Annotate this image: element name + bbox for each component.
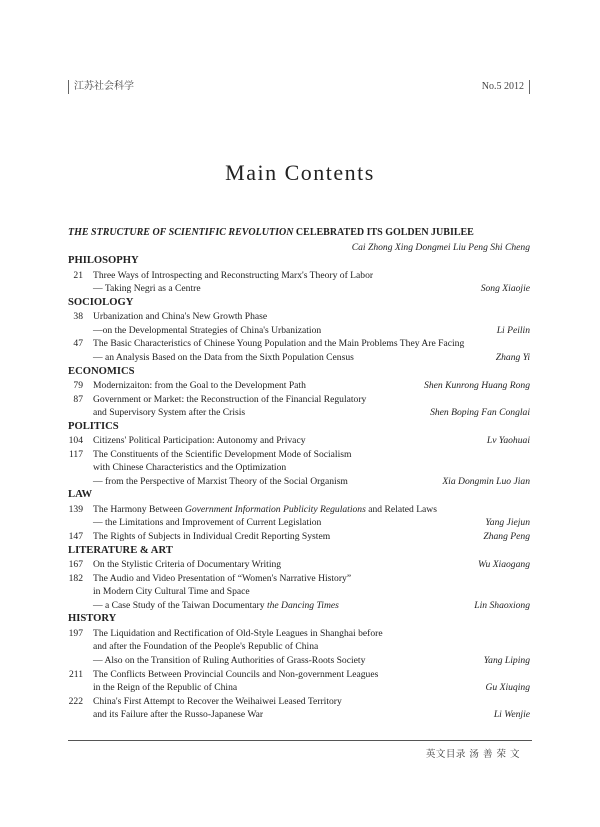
page-number: 211 (68, 668, 83, 680)
page-number: 79 (73, 379, 83, 391)
feature-title-rest: CELEBRATED ITS GOLDEN JUBILEE (293, 227, 474, 238)
section-heading: SOCIOLOGY (68, 296, 134, 308)
toc-entry-line (68, 516, 532, 530)
toc-entry-line (68, 310, 532, 324)
entry-title: in Modern City Cultural Time and Space (93, 586, 250, 598)
entry-author: Yang Liping (483, 654, 530, 666)
page-number: 167 (68, 559, 83, 571)
section-heading: HISTORY (68, 613, 117, 625)
entry-title: Government or Market: the Reconstruction of the Financial Regulatory (93, 393, 367, 405)
toc-entry-line (68, 379, 532, 393)
page-number: 21 (73, 269, 83, 281)
entry-title: Citizens' Political Participation: Autonomy and Privacy (93, 435, 306, 447)
entry-title: in the Reign of the Republic of China (93, 682, 238, 694)
page-number: 222 (68, 695, 83, 707)
section-heading: POLITICS (68, 420, 119, 432)
entry-author: Zhang Peng (483, 531, 530, 543)
entry-title: — Taking Negri as a Centre (93, 283, 201, 295)
toc-entry-line (68, 640, 532, 654)
entry-title: Urbanization and China's New Growth Phase (93, 311, 268, 323)
entry-author: Lin Shaoxiong (474, 599, 530, 611)
entry-title: with Chinese Characteristics and the Optimization (93, 462, 287, 474)
toc-entry-line (68, 393, 532, 407)
entry-author: Lv Yaohuai (486, 435, 530, 447)
toc-entry-line (68, 585, 532, 599)
entry-author: Wu Xiaogang (478, 559, 530, 571)
page-title: Main Contents (225, 160, 375, 185)
entry-author: Li Wenjie (493, 709, 530, 721)
entry-title: The Liquidation and Rectification of Old-Style Leagues in Shanghai before (93, 627, 383, 639)
toc-entry-line (68, 530, 532, 544)
entry-title: — from the Perspective of Marxist Theory of the Social Organism (93, 475, 348, 487)
entry-author: Shen Boping Fan Conglai (430, 407, 530, 419)
table-of-contents (68, 226, 532, 722)
entry-author: Li Peilin (496, 324, 530, 336)
entry-author: Shen Kunrong Huang Rong (424, 379, 530, 391)
entry-title: The Conflicts Between Provincial Councils and Non-government Leagues (93, 668, 379, 680)
toc-entry-line (68, 351, 532, 365)
feature-authors: Cai Zhong Xing Dongmei Liu Peng Shi Cheng (351, 241, 530, 253)
entry-title: — the Limitations and Improvement of Current Legislation (93, 517, 322, 529)
entry-author: Gu Xiuqing (485, 682, 530, 694)
toc-entry-line (68, 654, 532, 668)
toc-entry-line (68, 708, 532, 722)
page-number: 139 (68, 503, 83, 515)
entry-title: and its Failure after the Russo-Japanese War (93, 709, 264, 721)
page-number: 197 (68, 627, 83, 639)
entry-author: Song Xiaojie (480, 283, 530, 295)
entry-title: The Basic Characteristics of Chinese Young Population and the Main Problems They Are Facing (93, 338, 465, 350)
footer-credit: 英文目录 汤 善 荣 文 (425, 749, 520, 760)
page-number: 117 (68, 448, 83, 460)
page-number: 38 (73, 311, 83, 323)
toc-entry-line (68, 668, 532, 682)
entry-title: — an Analysis Based on the Data from the Sixth Population Census (93, 351, 354, 363)
toc-entry-line (68, 599, 532, 613)
entry-title: The Constituents of the Scientific Development Mode of Socialism (93, 448, 352, 460)
toc-entry-line (68, 503, 532, 517)
entry-title: and after the Foundation of the People's Republic of China (93, 641, 319, 653)
journal-name: 江苏社会科学 (68, 80, 134, 94)
page-number: 182 (68, 572, 83, 584)
footer-rule (68, 740, 532, 741)
entry-author: Yang Jiejun (485, 517, 530, 529)
entry-title: China's First Attempt to Recover the Weihaiwei Leased Territory (93, 695, 342, 707)
entry-title: — Also on the Transition of Ruling Authorities of Grass-Roots Society (93, 654, 366, 666)
entry-title: — a Case Study of the Taiwan Documentary the Dancing Times (93, 599, 339, 611)
toc-entry-line (68, 572, 532, 586)
toc-entry-line (68, 448, 532, 462)
toc-entry-line (68, 681, 532, 695)
entry-title: and Supervisory System after the Crisis (93, 407, 246, 419)
toc-entry-line (68, 558, 532, 572)
toc-entry-line (68, 282, 532, 296)
entry-italic-title: Government Information Publicity Regulations (184, 503, 366, 515)
entry-author: Zhang Yi (495, 351, 530, 363)
entry-title: —on the Developmental Strategies of China's Urbanization (93, 324, 322, 336)
page-number: 87 (73, 393, 83, 405)
entry-title: The Audio and Video Presentation of “Women's Narrative History” (93, 572, 352, 584)
toc-entry-line (68, 475, 532, 489)
toc-entry-line (68, 269, 532, 283)
entry-title: On the Stylistic Criteria of Documentary Writing (93, 559, 282, 571)
toc-entry-line (68, 337, 532, 351)
entry-title: Three Ways of Introspecting and Reconstructing Marx's Theory of Labor (93, 269, 374, 281)
page-number: 47 (73, 338, 83, 350)
entry-title: The Rights of Subjects in Individual Credit Reporting System (93, 531, 331, 543)
entry-title: The Harmony Between Government Information Publicity Regulations and Related Laws (93, 503, 437, 515)
toc-entry-line (68, 627, 532, 641)
section-heading: PHILOSOPHY (68, 255, 139, 267)
feature-title-italic: THE STRUCTURE OF SCIENTIFIC REVOLUTION (68, 227, 294, 238)
page-number: 104 (68, 435, 83, 447)
section-heading: LITERATURE & ART (68, 544, 173, 556)
page-number: 147 (68, 531, 83, 543)
toc-entry-line (68, 434, 532, 448)
issue-number: No.5 2012 (482, 80, 530, 94)
entry-author: Xia Dongmin Luo Jian (442, 475, 530, 487)
toc-entry-line (68, 461, 532, 475)
section-heading: LAW (68, 489, 93, 501)
entry-italic-title: the Dancing Times (266, 599, 339, 611)
entry-title: Modernizaiton: from the Goal to the Development Path (93, 379, 306, 391)
toc-entry-line (68, 406, 532, 420)
toc-entry-line (68, 324, 532, 338)
section-heading: ECONOMICS (68, 365, 135, 377)
feature-title (68, 226, 532, 240)
toc-entry-line (68, 695, 532, 709)
